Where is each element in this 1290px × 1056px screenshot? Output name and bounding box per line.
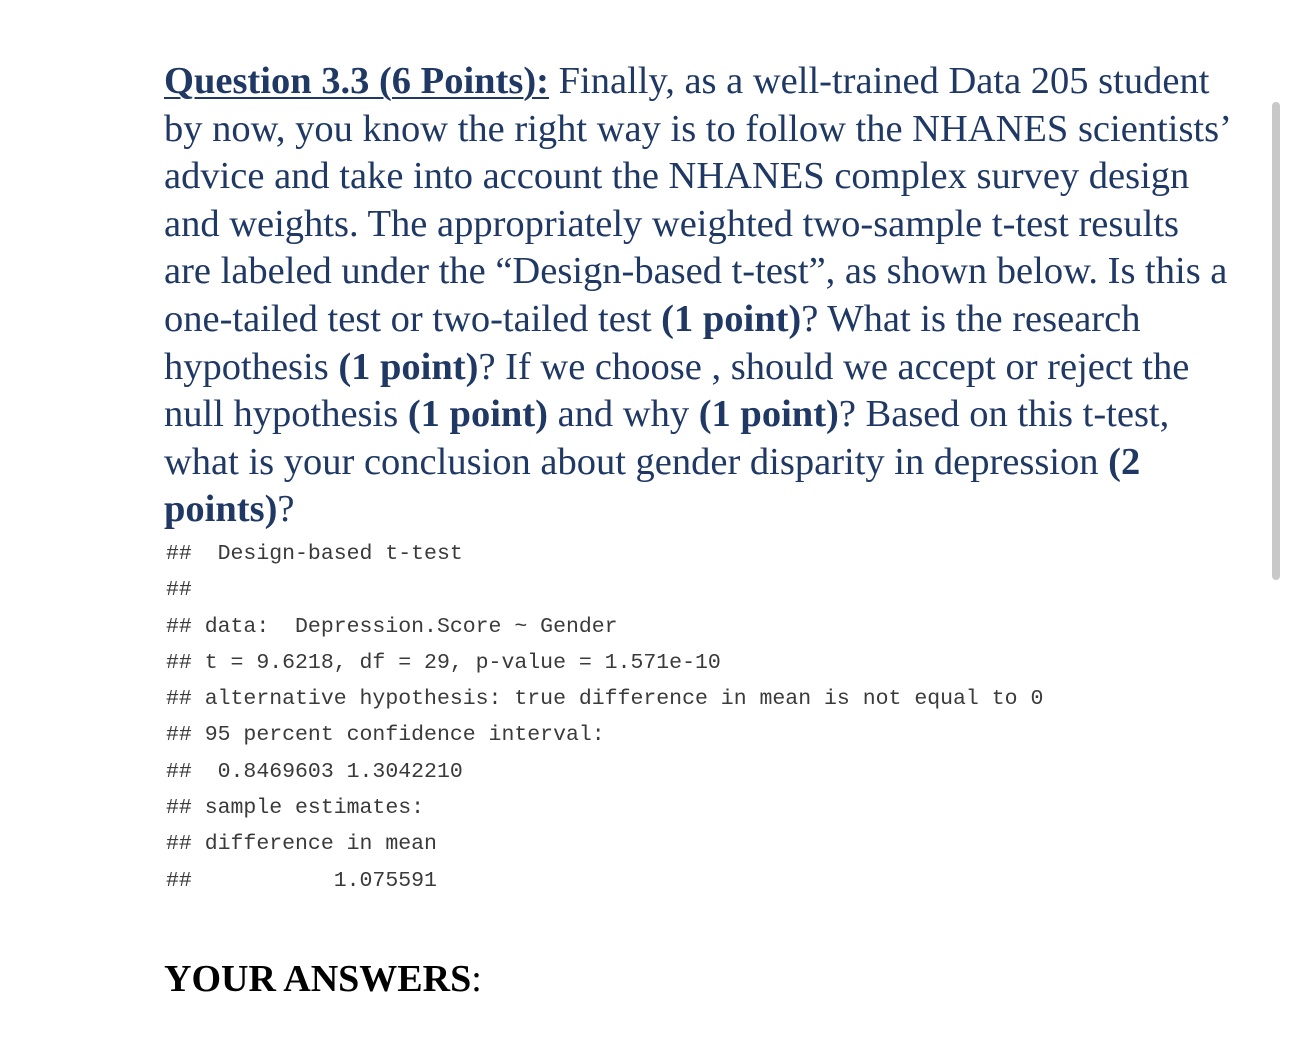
points-label-4: (1 point) <box>698 393 839 436</box>
question-text-3: ? If we choose , should we accept or reject the null hypothesis <box>164 345 1190 436</box>
your-answers-heading <box>164 955 482 1003</box>
r-output-line: ## 1.075591 <box>166 868 437 893</box>
r-output-line: ## <box>166 578 192 603</box>
question-text-1: Finally, as a well-trained Data 205 student by now, you know the right way is to follow the NHANES scientists’ advice and take into account the NHANES complex survey design and weights. The appropriately weighted two-sample t-test results are labeled under the “Design-based t-test”, as shown below. Is this a one-tailed test or two-tailed test <box>164 60 1230 340</box>
question-text-5: ? Based on this t-test, what is your conclusion about gender disparity in depression <box>164 393 1170 483</box>
points-label-1: (1 point) <box>661 297 802 340</box>
points-label-2: (1 point) <box>338 345 479 388</box>
question-text-6: ? <box>277 488 295 531</box>
r-output-block <box>166 536 1234 899</box>
r-output-line: ## t = 9.6218, df = 29, p-value = 1.571e-10 <box>166 650 721 675</box>
points-label-3: (1 point) <box>407 393 548 436</box>
r-output-line: ## data: Depression.Score ~ Gender <box>166 614 618 639</box>
vertical-scrollbar[interactable] <box>1272 102 1280 580</box>
question-text-2: ? What is the research hypothesis <box>164 297 1141 388</box>
question-text-4: and why <box>547 393 699 436</box>
question-paragraph <box>164 58 1234 534</box>
your-answers-colon: : <box>471 958 482 1000</box>
r-output-line: ## sample estimates: <box>166 796 425 821</box>
r-output-line: ## 95 percent confidence interval: <box>166 723 605 748</box>
r-output-line: ## 0.8469603 1.3042210 <box>166 759 463 784</box>
r-output-line: ## Design-based t-test <box>166 541 463 566</box>
r-output-line: ## alternative hypothesis: true difference in mean is not equal to 0 <box>166 687 1044 712</box>
question-block <box>164 58 1234 899</box>
r-output-line: ## difference in mean <box>166 832 437 857</box>
your-answers-label: YOUR ANSWERS <box>164 958 472 1000</box>
points-label-5: (2 points) <box>164 440 1141 531</box>
question-heading: Question 3.3 (6 Points): <box>164 60 549 102</box>
